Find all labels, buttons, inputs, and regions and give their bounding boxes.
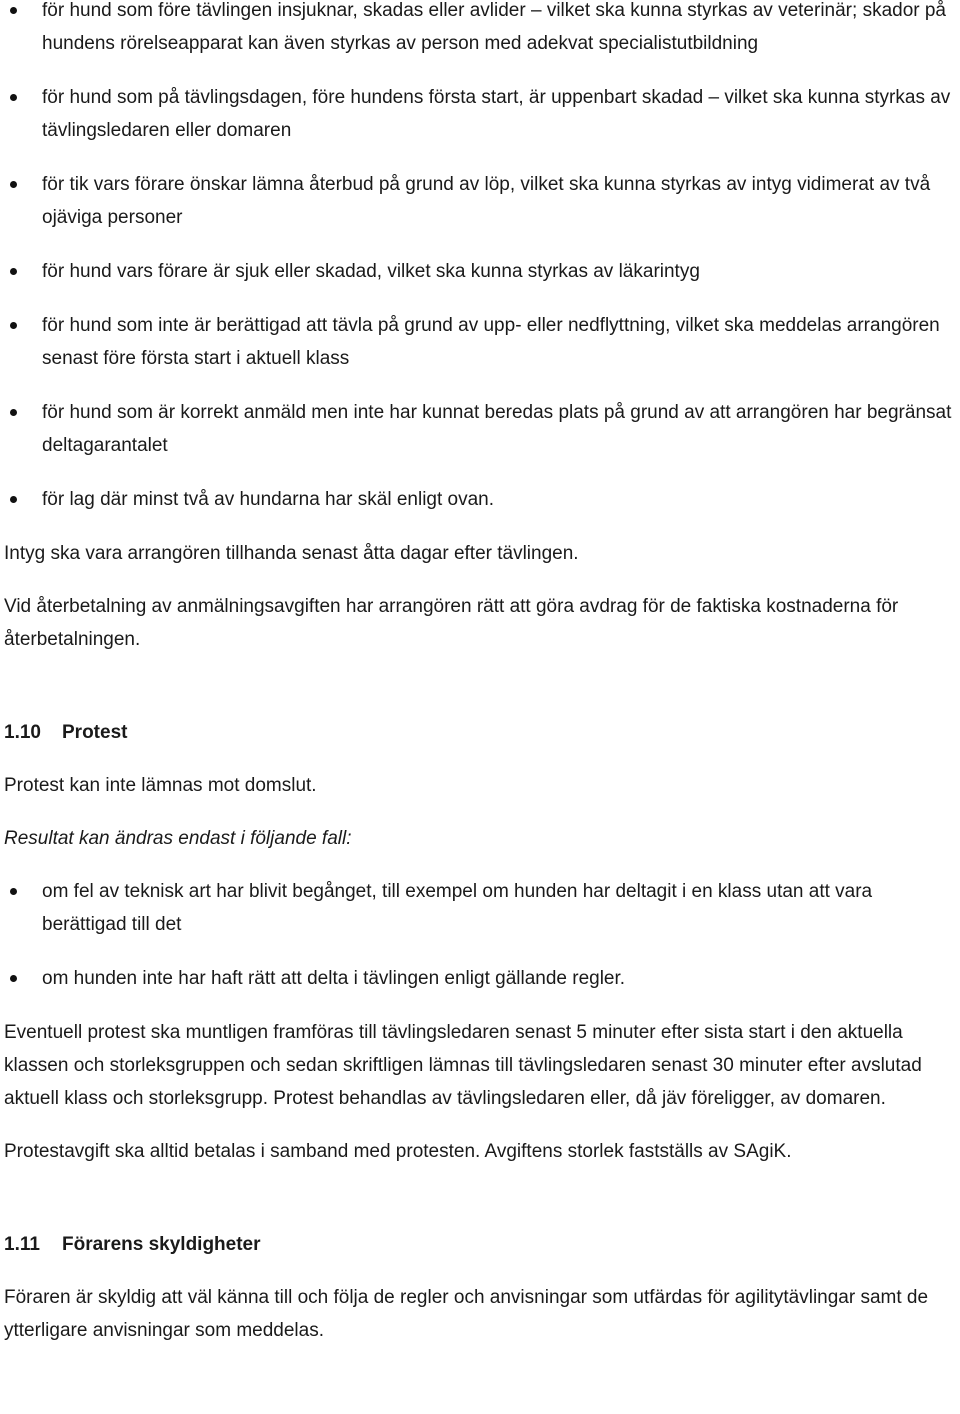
bullet-list-result-changes: [4, 875, 954, 995]
list-item: för hund som är korrekt anmäld men inte har kunnat beredas plats på grund av att arrangören har begränsat deltagarantalet: [4, 396, 954, 462]
bullet-icon: [10, 181, 17, 188]
list-item: för hund som på tävlingsdagen, före hundens första start, är uppenbart skadad – vilket ska kunna styrkas av tävlingsledaren eller domaren: [4, 81, 954, 147]
list-item: för tik vars förare önskar lämna återbud på grund av löp, vilket ska kunna styrkas av intyg vidimerat av två ojäviga personer: [4, 168, 954, 234]
list-item: för hund vars förare är sjuk eller skadad, vilket ska kunna styrkas av läkarintyg: [4, 255, 954, 288]
section-number: 1.10: [4, 722, 41, 743]
list-item: om fel av teknisk art har blivit begånget, till exempel om hunden har deltagit i en klass utan att vara berättigad till det: [4, 875, 954, 941]
paragraph-forarens-skyldigheter: Föraren är skyldig att väl känna till och följa de regler och anvisningar som utfärdas för agilitytävlingar samt de ytterligare anvisningar som meddelas.: [4, 1287, 929, 1341]
bullet-icon: [10, 888, 17, 895]
paragraph-protest-procedure: Eventuell protest ska muntligen framföras till tävlingsledaren senast 5 minuter efter sista start i den aktuella klassen och storleksgruppen och sedan skriftligen lämnas till tävlingsledaren senast 30 minuter efter avslutad aktuell klass och storleksgrupp. Protest behandlas av tävlingsledaren eller, då jäv föreligger, av domaren.: [4, 1022, 922, 1109]
paragraph-intyg: Intyg ska vara arrangören tillhanda senast åtta dagar efter tävlingen.: [4, 543, 579, 564]
bullet-icon: [10, 496, 17, 503]
section-heading-forarens-skyldigheter: [4, 1228, 954, 1261]
bullet-list-refund-reasons: [4, 0, 954, 516]
bullet-icon: [10, 7, 17, 14]
list-item: om hunden inte har haft rätt att delta i tävlingen enligt gällande regler.: [4, 962, 954, 995]
section-heading-protest: [4, 716, 954, 749]
list-item: för lag där minst två av hundarna har skäl enligt ovan.: [4, 483, 954, 516]
paragraph-resultat-andras: Resultat kan ändras endast i följande fall:: [4, 828, 352, 849]
bullet-icon: [10, 975, 17, 982]
bullet-icon: [10, 94, 17, 101]
bullet-icon: [10, 409, 17, 416]
paragraph-aterbetalning: Vid återbetalning av anmälningsavgiften har arrangören rätt att göra avdrag för de faktiska kostnaderna för återbetalningen.: [4, 596, 899, 650]
section-title: Protest: [62, 722, 128, 743]
bullet-icon: [10, 322, 17, 329]
section-number: 1.11: [4, 1234, 40, 1255]
list-item: för hund som inte är berättigad att tävla på grund av upp- eller nedflyttning, vilket ska meddelas arrangören senast före första start i aktuell klass: [4, 309, 954, 375]
paragraph-protestavgift: Protestavgift ska alltid betalas i samband med protesten. Avgiftens storlek fastställs av SAgiK.: [4, 1141, 792, 1162]
paragraph-protest-domslut: Protest kan inte lämnas mot domslut.: [4, 775, 317, 796]
section-title: Förarens skyldigheter: [62, 1234, 261, 1255]
list-item: för hund som före tävlingen insjuknar, skadas eller avlider – vilket ska kunna styrkas av veterinär; skador på hundens rörelseapparat kan även styrkas av person med adekvat specialistutbildning: [4, 0, 954, 60]
bullet-icon: [10, 268, 17, 275]
